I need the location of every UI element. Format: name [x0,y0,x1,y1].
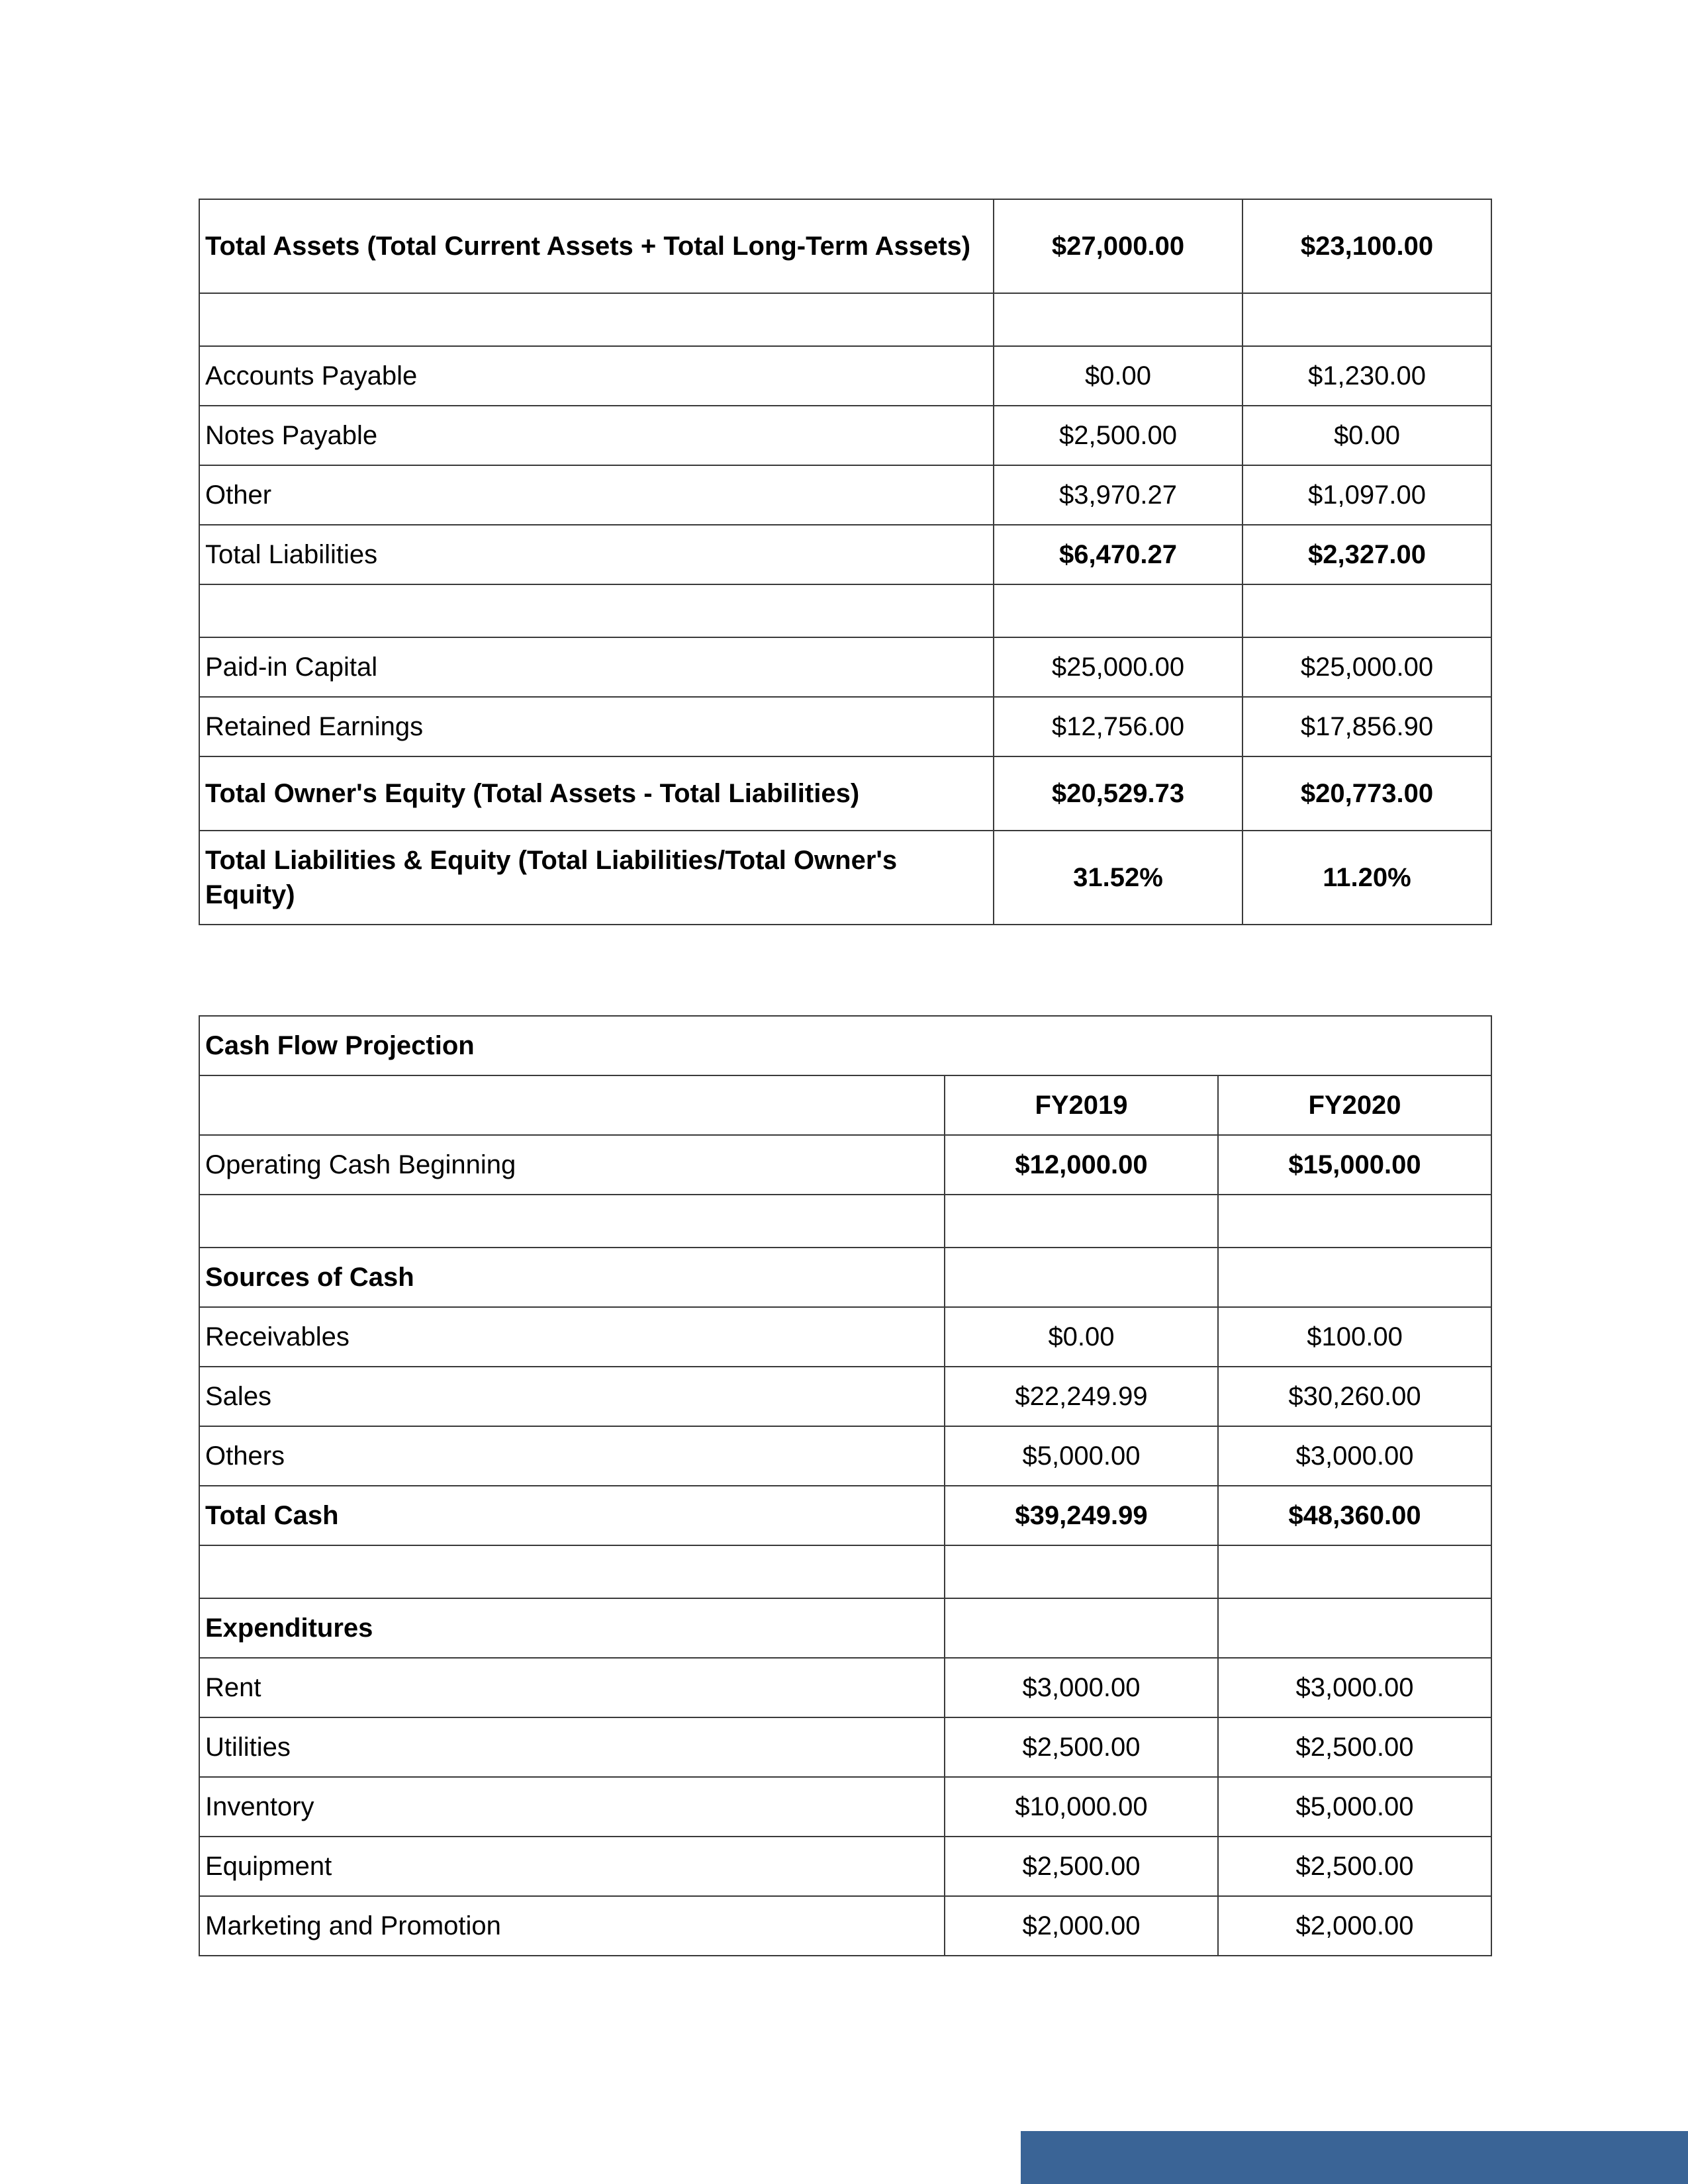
table-row [199,1717,1491,1777]
value-cell-col2: $1,097.00 [1243,465,1491,525]
table-row [199,1658,1491,1717]
row-label: Total Cash [199,1486,945,1545]
table-row [199,346,1491,406]
row-label: Total Owner's Equity (Total Assets - Total Liabilities) [199,756,994,831]
value-cell-col2: 11.20% [1243,831,1491,925]
value-cell-col2: $30,260.00 [1218,1367,1491,1426]
row-label: Others [199,1426,945,1486]
balance-sheet-table [199,199,1492,925]
cash-flow-header-row [199,1075,1491,1135]
value-cell-col2 [1218,1545,1491,1598]
table-row [199,1248,1491,1307]
value-cell-col2: $0.00 [1243,406,1491,465]
cash-flow-title-row [199,1016,1491,1075]
value-cell-col2: $100.00 [1218,1307,1491,1367]
value-cell-col1: $10,000.00 [945,1777,1218,1837]
value-cell-col1: $5,000.00 [945,1426,1218,1486]
value-cell-col1: $12,756.00 [994,697,1243,756]
spacer-row [199,293,1491,346]
value-cell-col1: $39,249.99 [945,1486,1218,1545]
cash-flow-body [199,1016,1491,1956]
table-row [199,1777,1491,1837]
value-cell-col2: $17,856.90 [1243,697,1491,756]
value-cell-col2 [1243,293,1491,346]
value-cell-col1 [945,1195,1218,1248]
row-label: Operating Cash Beginning [199,1135,945,1195]
spacer-row [199,1545,1491,1598]
row-label: Rent [199,1658,945,1717]
row-label: Total Liabilities & Equity (Total Liabilities/Total Owner's Equity) [199,831,994,925]
row-label [199,293,994,346]
table-row [199,525,1491,584]
value-cell-col1 [945,1545,1218,1598]
table-row [199,1307,1491,1367]
footer-accent-bar [1021,2131,1688,2184]
table-row [199,465,1491,525]
value-cell-col1 [945,1598,1218,1658]
row-label: Utilities [199,1717,945,1777]
value-cell-col2 [1243,584,1491,637]
value-cell-col2: $2,000.00 [1218,1896,1491,1956]
table-row [199,1486,1491,1545]
row-label: Expenditures [199,1598,945,1658]
spacer-row [199,584,1491,637]
value-cell-col2: $2,500.00 [1218,1837,1491,1896]
value-cell-col1 [994,293,1243,346]
row-label [199,1195,945,1248]
value-cell-col1: $2,000.00 [945,1896,1218,1956]
row-label: Marketing and Promotion [199,1896,945,1956]
table-row [199,1135,1491,1195]
row-label: Receivables [199,1307,945,1367]
row-label [199,1545,945,1598]
value-cell-col2: $5,000.00 [1218,1777,1491,1837]
row-label: Accounts Payable [199,346,994,406]
column-header-fy2020: FY2020 [1218,1075,1491,1135]
row-label: Other [199,465,994,525]
value-cell-col1: $0.00 [945,1307,1218,1367]
table-row [199,199,1491,293]
table-row [199,756,1491,831]
table-row [199,1367,1491,1426]
table-row [199,831,1491,925]
value-cell-col1: $3,970.27 [994,465,1243,525]
table-row [199,1426,1491,1486]
value-cell-col1: $6,470.27 [994,525,1243,584]
table-row [199,1837,1491,1896]
value-cell-col2: $1,230.00 [1243,346,1491,406]
value-cell-col1: $12,000.00 [945,1135,1218,1195]
table-row [199,1598,1491,1658]
row-label: Sales [199,1367,945,1426]
row-label: Total Liabilities [199,525,994,584]
value-cell-col1: 31.52% [994,831,1243,925]
value-cell-col1: $27,000.00 [994,199,1243,293]
table-row [199,637,1491,697]
cash-flow-table [199,1015,1492,1956]
value-cell-col1: $3,000.00 [945,1658,1218,1717]
row-label: Sources of Cash [199,1248,945,1307]
row-label [199,584,994,637]
value-cell-col1: $2,500.00 [945,1837,1218,1896]
row-label: Inventory [199,1777,945,1837]
value-cell-col2: $2,327.00 [1243,525,1491,584]
value-cell-col1: $2,500.00 [945,1717,1218,1777]
table-row [199,697,1491,756]
balance-sheet-body [199,199,1491,925]
row-label: Retained Earnings [199,697,994,756]
value-cell-col1 [945,1248,1218,1307]
header-blank-cell [199,1075,945,1135]
value-cell-col1 [994,584,1243,637]
value-cell-col1: $0.00 [994,346,1243,406]
value-cell-col2 [1218,1195,1491,1248]
value-cell-col2: $20,773.00 [1243,756,1491,831]
value-cell-col2: $48,360.00 [1218,1486,1491,1545]
value-cell-col2: $3,000.00 [1218,1658,1491,1717]
value-cell-col1: $20,529.73 [994,756,1243,831]
table-row [199,1896,1491,1956]
value-cell-col2: $15,000.00 [1218,1135,1491,1195]
row-label: Total Assets (Total Current Assets + Total Long-Term Assets) [199,199,994,293]
value-cell-col2: $23,100.00 [1243,199,1491,293]
cash-flow-title: Cash Flow Projection [199,1016,1491,1075]
value-cell-col2: $2,500.00 [1218,1717,1491,1777]
row-label: Notes Payable [199,406,994,465]
row-label: Paid-in Capital [199,637,994,697]
value-cell-col2: $3,000.00 [1218,1426,1491,1486]
spacer-row [199,1195,1491,1248]
table-row [199,406,1491,465]
column-header-fy2019: FY2019 [945,1075,1218,1135]
value-cell-col2 [1218,1248,1491,1307]
value-cell-col1: $2,500.00 [994,406,1243,465]
value-cell-col2: $25,000.00 [1243,637,1491,697]
value-cell-col2 [1218,1598,1491,1658]
value-cell-col1: $22,249.99 [945,1367,1218,1426]
row-label: Equipment [199,1837,945,1896]
value-cell-col1: $25,000.00 [994,637,1243,697]
